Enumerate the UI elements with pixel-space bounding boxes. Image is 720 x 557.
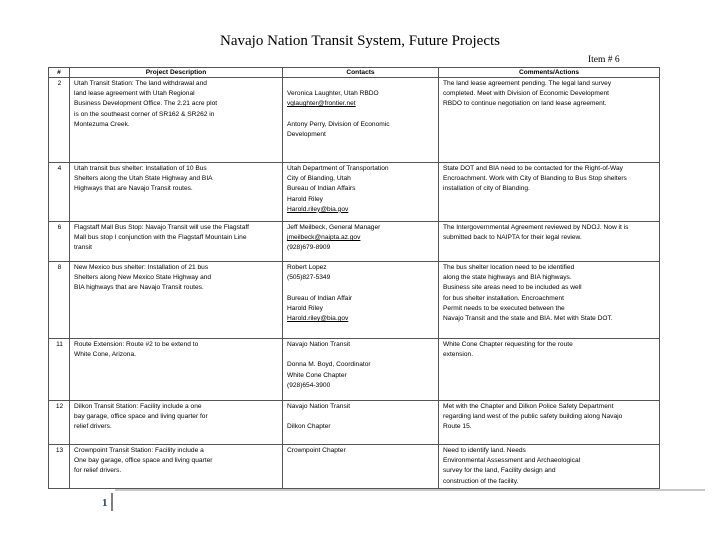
table-row — [49, 262, 660, 339]
table-row — [49, 339, 660, 401]
email-link[interactable]: Harold.riley@bia.gov — [287, 315, 349, 322]
text-line: Utah Department of Transportation — [287, 165, 389, 172]
text-line: construction of the facility. — [443, 477, 519, 485]
text-line — [287, 79, 435, 89]
contacts — [283, 262, 439, 339]
text-line — [287, 412, 435, 422]
text-line: Bureau of Indian Affairs — [287, 185, 356, 193]
text-line: State DOT and BIA need to be contacted for the Right-of-Way — [443, 165, 623, 172]
text-line: land lease agreement with Utah Regional — [74, 90, 195, 98]
text-line: Antony Perry, Division of Economic — [287, 120, 390, 128]
page-number: 1 — [102, 497, 108, 509]
text-line: Veronica Laughter, Utah RBDO — [287, 90, 379, 98]
text-line: Navajo Nation Transit — [287, 403, 351, 410]
text-line: Environmental Assessment and Archaeological — [443, 457, 581, 465]
row-number: 6 — [49, 222, 70, 262]
text-line: White Cone Chapter — [287, 371, 347, 379]
comments-actions — [439, 222, 660, 262]
text-line: Utah transit bus shelter: Installation of 10 Bus — [74, 165, 207, 172]
text-line: Dilkon Chapter — [287, 423, 331, 431]
text-line: New Mexico bus shelter: Installation of 21 bus — [74, 264, 209, 271]
contacts — [283, 339, 439, 401]
header-comments-actions: Comments/Actions — [439, 68, 660, 78]
text-line: RBDO to continue negotiation on land lease agreement. — [443, 100, 607, 108]
project-description — [70, 78, 283, 163]
header-project-description: Project Description — [70, 68, 283, 78]
text-line: Mall bus stop I conjunction with the Flagstaff Mountain Line — [74, 234, 247, 242]
project-description — [70, 222, 283, 262]
email-link[interactable]: jmeilbeck@naipta.az.gov — [287, 234, 361, 242]
text-line: Met with the Chapter and Dilkon Police Safety Department — [443, 403, 614, 410]
contacts — [283, 78, 439, 163]
text-line: The bus shelter location need to be identified — [443, 264, 575, 271]
table-row — [49, 445, 660, 489]
text-line: Flagstaff Mall Bus Stop: Navajo Transit will use the Flagstaff — [74, 224, 249, 231]
text-line: Highways that are Navajo Transit routes. — [74, 185, 193, 193]
page-number-divider — [111, 493, 113, 511]
text-line: regarding land west of the public safety building along Navajo — [443, 413, 623, 421]
text-line: (928)679-8909 — [287, 244, 331, 252]
text-line: installation of city of Blanding. — [443, 185, 530, 193]
project-description — [70, 445, 283, 489]
text-line: Navajo Transit and the state and BIA. Met with State DOT. — [443, 315, 613, 323]
comments-actions — [439, 401, 660, 445]
projects-table — [48, 67, 660, 489]
table-row — [49, 222, 660, 262]
text-line: is on the southeast corner of SR162 & SR262 in — [74, 110, 215, 118]
comments-actions — [439, 163, 660, 222]
text-line: Jeff Meilbeck, General Manager — [287, 224, 381, 231]
text-line: extension. — [443, 351, 474, 359]
text-line — [287, 110, 435, 120]
text-line: Crownpoint Transit Station: Facility include a — [74, 447, 204, 454]
comments-actions — [439, 445, 660, 489]
comments-actions — [439, 339, 660, 401]
text-line — [287, 283, 435, 293]
text-line: Development — [287, 130, 326, 138]
header-contacts: Contacts — [283, 68, 439, 78]
comments-actions — [439, 78, 660, 163]
contacts — [283, 222, 439, 262]
text-line: White Cone, Arizona. — [74, 351, 136, 359]
row-number: 11 — [49, 339, 70, 401]
email-link[interactable]: Harold.riley@bia.gov — [287, 205, 349, 213]
text-line: Donna M. Boyd, Coordinator — [287, 361, 371, 369]
text-line: City of Blanding, Utah — [287, 175, 351, 183]
text-line — [287, 350, 435, 360]
contacts — [283, 163, 439, 222]
text-line: (928)654-3900 — [287, 381, 331, 389]
text-line: Montezuma Creek. — [74, 120, 130, 128]
text-line: Shelters along the Utah State Highway and BIA — [74, 175, 213, 183]
text-line: White Cone Chapter requesting for the route — [443, 341, 573, 348]
table-header-row — [49, 68, 660, 78]
table-row — [49, 78, 660, 163]
row-number: 12 — [49, 401, 70, 445]
comments-actions — [439, 262, 660, 339]
table-row — [49, 163, 660, 222]
text-line: Harold Riley — [287, 304, 323, 312]
table-row — [49, 401, 660, 445]
text-line: Harold Riley — [287, 195, 323, 203]
text-line: Need to identify land. Needs — [443, 447, 526, 454]
text-line: submitted back to NAIPTA for their legal review. — [443, 234, 582, 242]
text-line: The land lease agreement pending. The legal land survey — [443, 80, 612, 87]
text-line: bay garage, office space and living quarter for — [74, 413, 208, 421]
text-line: (505)827-5349 — [287, 274, 331, 282]
email-link[interactable]: vglaughter@frontier.net — [287, 100, 356, 108]
project-description — [70, 401, 283, 445]
text-line: completed. Meet with Division of Economic Development — [443, 90, 610, 98]
text-line: Business Development Office. The 2.21 acre plot — [74, 100, 218, 108]
text-line: along the state highways and BIA highways. — [443, 274, 572, 282]
project-description — [70, 163, 283, 222]
text-line: for bus shelter installation. Encroachment — [443, 294, 564, 302]
text-line: relief drivers. — [74, 423, 112, 431]
header-number: # — [49, 68, 70, 78]
text-line: Crownpoint Chapter — [287, 447, 346, 454]
footer-divider — [115, 489, 705, 491]
text-line: transit — [74, 244, 92, 252]
text-line: Permit needs to be executed between the — [443, 304, 565, 312]
row-number: 4 — [49, 163, 70, 222]
text-line: Navajo Nation Transit — [287, 341, 351, 348]
text-line: Encroachment. Work with City of Blanding to Bus Stop shelters — [443, 175, 627, 183]
text-line: Robert Lopez — [287, 264, 327, 271]
text-line: Utah Transit Station: The land withdrawal and — [74, 80, 207, 87]
contacts — [283, 445, 439, 489]
row-number: 2 — [49, 78, 70, 163]
text-line: Route 15. — [443, 423, 472, 431]
row-number: 13 — [49, 445, 70, 489]
text-line: Business site areas need to be included as well — [443, 284, 582, 292]
text-line: for relief drivers. — [74, 467, 122, 475]
item-number: Item # 6 — [588, 55, 620, 65]
contacts — [283, 401, 439, 445]
text-line: Route Extension: Route #2 to be extend to — [74, 341, 199, 348]
text-line: BIA highways that are Navajo Transit routes. — [74, 284, 204, 292]
page-title: Navajo Nation Transit System, Future Projects — [220, 33, 500, 49]
row-number: 8 — [49, 262, 70, 339]
text-line: One bay garage, office space and living quarter — [74, 457, 213, 465]
text-line: Dilkon Transit Station: Facility include a one — [74, 403, 202, 410]
text-line: Shelters along New Mexico State Highway and — [74, 274, 212, 282]
text-line: The Intergovernmental Agreement reviewed by NDOJ. Now it is — [443, 224, 629, 231]
text-line: survey for the land, Facility design and — [443, 467, 556, 475]
project-description — [70, 262, 283, 339]
project-description — [70, 339, 283, 401]
text-line: Bureau of Indian Affair — [287, 294, 353, 302]
